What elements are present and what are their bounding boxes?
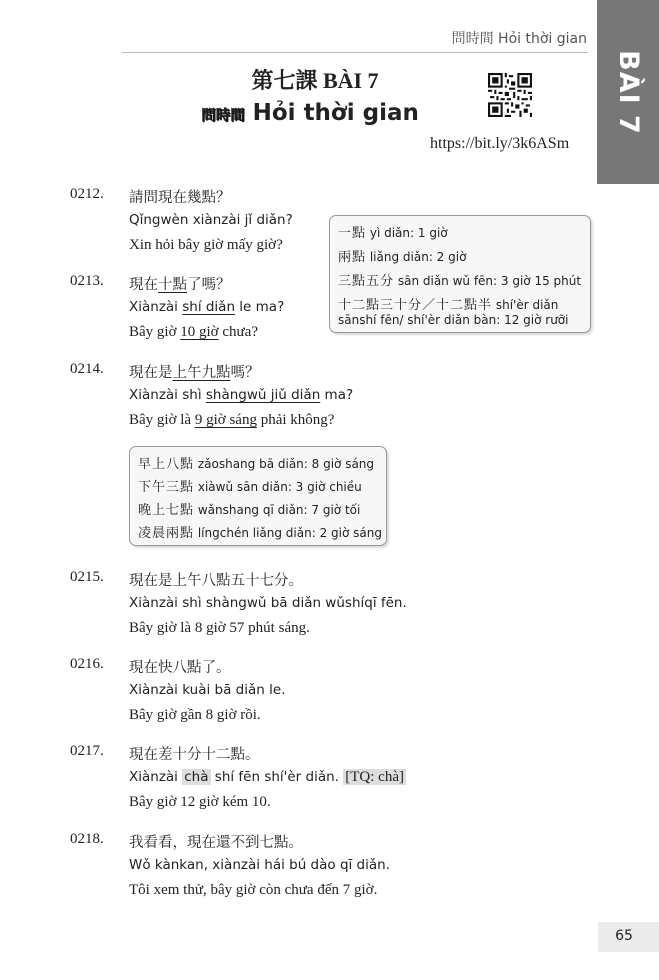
vocab-chinese: 凌晨兩點	[138, 526, 195, 541]
vocab-vietnamese: 12 giờ rưỡi	[504, 313, 569, 327]
entry-number: 0217.	[70, 743, 104, 759]
entry-chinese: 我看看，現在還不到七點。	[129, 835, 303, 851]
page-number: 65	[615, 928, 633, 944]
entry-chinese: 現在是上午九點嗎？	[129, 365, 260, 381]
vocab-chinese: 十二點三十分／十二點半	[338, 298, 493, 313]
vocab-chinese: 一點	[338, 226, 367, 241]
entry-vietnamese: Bây giờ là 8 giờ 57 phút sáng.	[129, 620, 310, 636]
lesson-title-vi: Hỏi thời gian	[252, 100, 419, 126]
entry-chinese: 現在是上午八點五十七分。	[129, 573, 303, 589]
vocab-row: 一點 yì diǎn: 1 giờ	[338, 226, 448, 241]
entry-chinese: 現在差十分十二點。	[129, 747, 260, 763]
vocab-row: 三點五分 sān diǎn wǔ fēn: 3 giờ 15 phút	[338, 274, 582, 289]
running-header-title: 問時間 Hỏi thời gian	[451, 31, 587, 47]
vocab-pinyin: sān diǎn wǔ fēn	[397, 274, 494, 288]
lesson-number: 第七課 BÀI 7	[251, 68, 379, 93]
lesson-side-tab	[597, 0, 659, 184]
lesson-title	[140, 100, 480, 126]
entry-vietnamese: Bây giờ 12 giờ kém 10.	[129, 794, 271, 810]
vocab-row: 兩點 liǎng diǎn: 2 giờ	[338, 250, 467, 265]
vocab-pinyin: língchén liǎng diǎn	[197, 526, 312, 540]
vocab-pinyin: liǎng diǎn	[369, 250, 429, 264]
vocab-chinese: 三點五分	[338, 274, 395, 289]
vocab-vietnamese: 2 giờ	[436, 250, 467, 264]
vocab-row: 凌晨兩點 língchén liǎng diǎn: 2 giờ sáng	[138, 526, 382, 541]
entry-pinyin: Xiànzài shì shàngwǔ bā diǎn wǔshíqī fēn.	[129, 595, 407, 611]
vocab-vietnamese: 3 giờ chiều	[295, 480, 362, 494]
pronunciation-note: [TQ: chà]	[345, 769, 404, 785]
vocab-pinyin: wǎnshang qī diǎn	[197, 503, 304, 517]
vocab-row: 早上八點 zǎoshang bā diǎn: 8 giờ sáng	[138, 457, 375, 472]
entry-number: 0218.	[70, 831, 104, 847]
vocab-row: 下午三點 xiàwǔ sān diǎn: 3 giờ chiều	[138, 480, 362, 495]
vocab-pinyin: zǎoshang bā diǎn	[197, 457, 304, 471]
entry-number: 0215.	[70, 569, 104, 585]
vocab-pinyin: xiàwǔ sān diǎn	[197, 480, 288, 494]
vocab-chinese: 兩點	[338, 250, 367, 265]
entry-number: 0216.	[70, 656, 104, 672]
time-of-day-box	[129, 446, 387, 546]
entry-pinyin: Qǐngwèn xiànzài jǐ diǎn?	[129, 212, 293, 228]
vocab-vietnamese: 3 giờ 15 phút	[500, 274, 582, 288]
vocab-vietnamese: 7 giờ tối	[311, 503, 361, 517]
entry-pinyin: Xiànzài chà shí fēn shí'èr diǎn. [TQ: chà]	[129, 769, 404, 785]
qr-code-icon	[488, 73, 532, 117]
side-tab-label: BÀI 7	[612, 49, 644, 135]
entry-pinyin: Xiànzài kuài bā diǎn le.	[129, 682, 286, 698]
entry-vietnamese: Tôi xem thử, bây giờ còn chưa đến 7 giờ.	[129, 882, 378, 898]
entry-chinese: 請問現在幾點？	[129, 190, 231, 206]
lesson-url-link[interactable]: https://bit.ly/3k6ASm	[430, 135, 570, 152]
vocab-pinyin: sānshí fēn/ shí'èr diǎn bàn	[338, 313, 497, 327]
entry-number: 0212.	[70, 186, 104, 202]
vocab-chinese: 晚上七點	[138, 503, 195, 518]
entry-chinese: 現在快八點了。	[129, 660, 231, 676]
header-divider	[122, 52, 588, 53]
entry-vietnamese: Xin hỏi bây giờ mấy giờ?	[129, 237, 283, 253]
entry-number: 0214.	[70, 361, 104, 377]
entry-chinese: 現在十點了嗎？	[129, 277, 231, 293]
vocab-chinese: 下午三點	[138, 480, 195, 495]
vocab-pinyin: yì diǎn	[369, 226, 411, 240]
lesson-title-zh: 問時間	[201, 108, 245, 124]
vocab-pinyin: shí'èr diǎn	[495, 298, 559, 312]
vocab-vietnamese: 1 giờ	[417, 226, 448, 240]
entry-vietnamese: Bây giờ là 9 giờ sáng phải không?	[129, 412, 335, 428]
vocab-row: 晚上七點 wǎnshang qī diǎn: 7 giờ tối	[138, 503, 361, 518]
entry-pinyin: Wǒ kànkan, xiànzài hái bú dào qī diǎn.	[129, 857, 391, 873]
entry-vietnamese: Bây giờ 10 giờ chưa?	[129, 324, 258, 340]
vocab-row	[338, 294, 558, 313]
entry-pinyin: Xiànzài shí diǎn le ma?	[129, 299, 285, 315]
vocab-vietnamese: 2 giờ sáng	[319, 526, 382, 540]
vocab-vietnamese: 8 giờ sáng	[311, 457, 375, 471]
vocab-chinese: 早上八點	[138, 457, 195, 472]
entry-vietnamese: Bây giờ gần 8 giờ rồi.	[129, 707, 261, 723]
highlighted-word: chà	[184, 769, 209, 785]
entry-number: 0213.	[70, 273, 104, 289]
entry-pinyin: Xiànzài shì shàngwǔ jiǔ diǎn ma?	[129, 387, 354, 403]
vocab-row: sānshí fēn/ shí'èr diǎn bàn: 12 giờ rưỡi	[338, 313, 569, 327]
time-vocab-box	[329, 215, 591, 333]
